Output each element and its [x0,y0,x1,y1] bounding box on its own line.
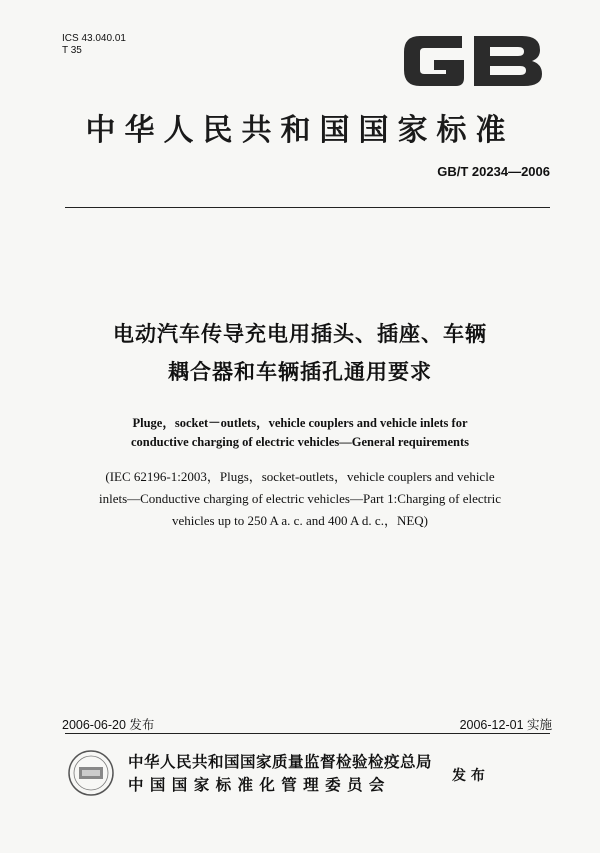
gb-logo [398,30,546,92]
issue-label: 发 布 [452,768,485,784]
ccs-code: T 35 [62,45,82,56]
iec-reference-line3: vehicles up to 250 A a. c. and 400 A d. c.，NEQ) [172,513,428,528]
issuer-line1: 中华人民共和国国家质量监督检验检疫总局 [128,753,433,771]
issuer-line2: 中 国 国 家 标 准 化 管 理 委 员 会 [128,776,385,794]
title-en-line2: conductive charging of electric vehicles—General requirements [130,435,469,449]
bottom-divider [65,733,550,734]
top-divider [65,207,550,208]
classification-codes [62,33,126,57]
iec-reference-line2: inlets—Conductive charging of electric vehicles—Part 1:Charging of electric [98,491,502,506]
standard-title: 中华人民共和国国家标准 [85,113,515,148]
issuer-seal-icon [66,748,116,798]
title-en-line1: Pluge，socket－outlets，vehicle couplers and vehicle inlets for [132,416,468,430]
gb-logo-g [404,36,464,86]
standard-number: GB/T 20234—2006 [437,164,550,179]
publish-date: 2006-06-20 发布 [62,718,155,732]
title-zh-line1: 电动汽车传导充电用插头、插座、车辆 [113,322,487,346]
gb-logo-b [474,36,542,86]
implement-date: 2006-12-01 实施 [459,718,552,732]
ics-code: ICS 43.040.01 [62,33,126,44]
title-zh-line2: 耦合器和车辆插孔通用要求 [168,360,432,384]
iec-reference-line1: (IEC 62196-1:2003，Plugs，socket-outlets，vehicle couplers and vehicle [105,469,495,484]
